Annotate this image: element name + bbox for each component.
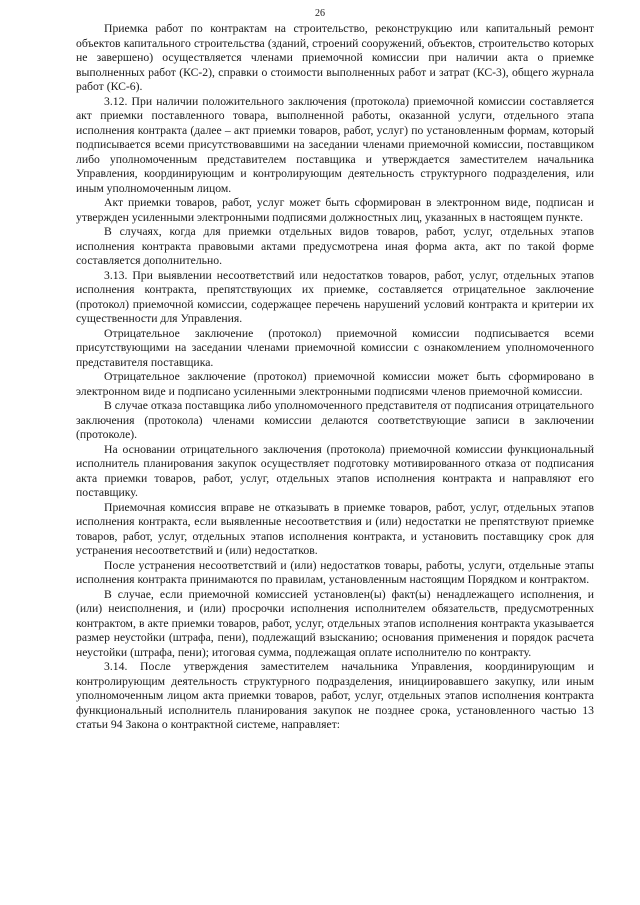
page-number: 26: [315, 8, 325, 19]
paragraph-other-act-form: В случаях, когда для приемки отдельных видов товаров, работ, услуг, отдельных этапов исполнения контракта правовыми актами предусмотрена иная форма акта, акт по такой форме составляется дополнительно.: [76, 225, 594, 267]
paragraph-3-14: 3.14. После утверждения заместителем начальника Управления, координирующим и контролирующим деятельность структурного подразделения, инициировавшего закупку, или иным уполномоченным лицом акта приемки товаров, работ, услуг, отдельных этапов исполнения контракта функциональный исполнитель планирования закупок не позднее срока, установленного частью 13 статьи 94 Закона о контрактной системе, направляет:: [76, 660, 594, 731]
paragraph-after-elimination: После устранения несоответствий и (или) недостатков товары, работы, услуги, отдельные этапы исполнения контракта принимаются по правилам, установленным настоящим Порядком и контрактом.: [76, 558, 594, 586]
paragraph-3-12: 3.12. При наличии положительного заключения (протокола) приемочной комиссии составляется акт приемки поставленного товара, выполненной работы, оказанной услуги, отдельного этапа исполнения контракта (далее – акт приемки товаров, работ, услуг) по установленным формам, который подписывается всеми присутствовавшими на заседании членами приемочной комиссии, поставщиком либо уполномоченным представителем поставщика и утверждается заместителем начальника Управления, координирующим и контролирующим деятельность структурного подразделения, или иным уполномоченным лицом.: [76, 94, 594, 195]
paragraph-acceptance-construction: Приемка работ по контрактам на строительство, реконструкцию или капитальный ремонт объектов капитального строительства (зданий, строений сооружений, объектов, строительство которых не завершено) осуществляется членами приемочной комиссии при наличии акта о приемке выполненных работ (КС-2), справки о стоимости выполненных работ и затрат (КС-3), общего журнала работ (КС-6).: [76, 22, 594, 93]
document-body: [76, 22, 594, 733]
paragraph-commission-right: Приемочная комиссия вправе не отказывать в приемке товаров, работ, услуг, отдельных этапов исполнения контракта, если выявленные несоответствия и (или) недостатки не препятствуют приемке товаров, работ, услуг, отдельных этапов исполнения контракта, и установить поставщику срок для устранения несоответствий и (или) недостатков.: [76, 500, 594, 557]
paragraph-3-13: 3.13. При выявлении несоответствий или недостатков товаров, работ, услуг, отдельных этапов исполнения контракта, препятствующих их приемке, составляется отрицательное заключение (протокол) приемочной комиссии, содержащее перечень нарушений условий контракта и критерии их существенности для Управления.: [76, 268, 594, 325]
paragraph-supplier-refusal: В случае отказа поставщика либо уполномоченного представителя от подписания отрицательного заключения (протокола) членами комиссии делаются соответствующие записи в заключении (протоколе).: [76, 399, 594, 441]
paragraph-motivated-refusal: На основании отрицательного заключения (протокола) приемочной комиссии функциональный исполнитель планирования закупок осуществляет подготовку мотивированного отказа от подписания акта приемки товаров, работ, услуг, отдельных этапов исполнения контракта и направляют его поставщику.: [76, 442, 594, 499]
paragraph-electronic-act: Акт приемки товаров, работ, услуг может быть сформирован в электронном виде, подписан и утвержден усиленными электронными подписями должностных лиц, указанных в настоящем пункте.: [76, 196, 594, 224]
paragraph-negative-conclusion-electronic: Отрицательное заключение (протокол) приемочной комиссии может быть сформировано в электронном виде и подписано усиленными электронными подписями членов приемочной комиссии.: [76, 370, 594, 398]
paragraph-negative-conclusion-signing: Отрицательное заключение (протокол) приемочной комиссии подписывается всеми присутствующими на заседании членами приемочной комиссии с ознакомлением уполномоченного представителя поставщика.: [76, 326, 594, 369]
paragraph-penalty: В случае, если приемочной комиссией установлен(ы) факт(ы) ненадлежащего исполнения, и (или) неисполнения, и (или) просрочки исполнения исполнителем обязательств, предусмотренных контрактом, в акте приемки товаров, работ, услуг, отдельных этапов исполнения контракта указывается размер неустойки (штрафа, пени), подлежащий взысканию; основания применения и порядок расчета неустойки (штрафа, пени); итоговая сумма, подлежащая оплате исполнителю по контракту.: [76, 587, 594, 659]
